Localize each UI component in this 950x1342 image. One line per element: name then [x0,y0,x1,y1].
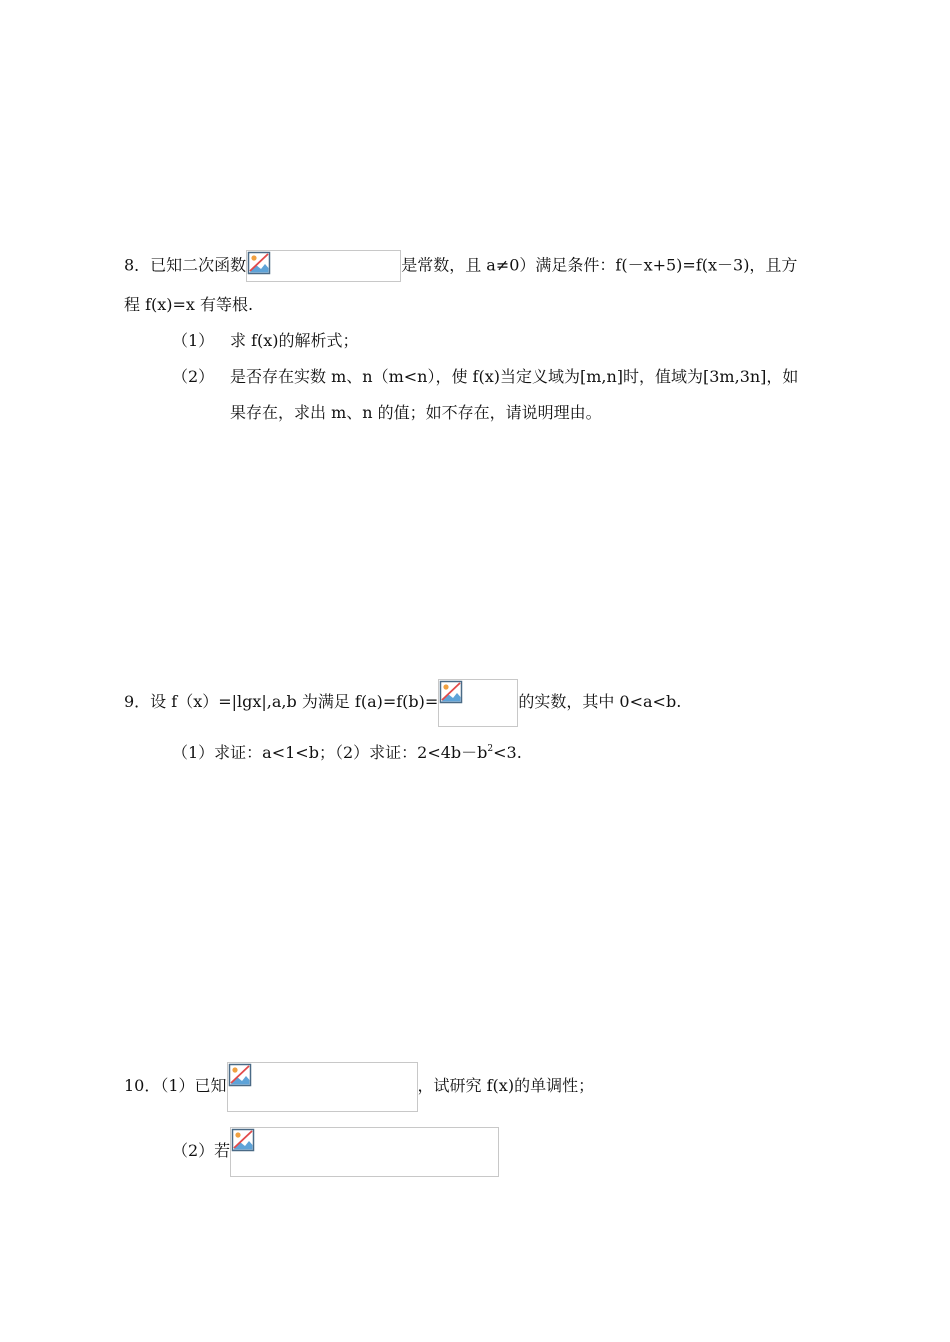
broken-image-icon [228,1063,252,1087]
q8-sub2-number: （2） [172,367,215,386]
q10-line1 [124,1061,594,1112]
q8-sub1-text: 求 f(x)的解析式； [230,331,359,350]
q9-line2-after: <3. [493,743,522,762]
q9-line1 [124,678,681,727]
q10-formula-image-1 [227,1062,418,1112]
q8-sub1-number: （1） [172,331,215,350]
q8-line1-before: 8．已知二次函数 [124,255,247,275]
broken-image-icon [231,1128,255,1152]
q8-sub2-text1: 是否存在实数 m、n（m<n），使 f(x)当定义域为[m,n]时，值域为[3m,3n]，如 [230,367,799,386]
q10-line2 [172,1126,499,1177]
q9-line2 [172,743,522,763]
q9-formula-image [438,679,518,727]
q9-line2-before: （1）求证：a<1<b；（2）求证：2<4b－b [172,743,488,762]
q10-line1-after: ，试研究 f(x)的单调性； [417,1076,595,1095]
q8-sub2-text2: 果存在，求出 m、n 的值；如不存在，请说明理由。 [230,403,602,422]
q8-line1 [124,250,797,282]
q10-line1-before: 10．（1）已知 [124,1076,227,1095]
q8-formula-image [246,250,401,282]
q8-line2: 程 f(x)=x 有等根. [124,295,254,314]
broken-image-icon [439,680,463,704]
q9-superscript: 2 [487,744,494,754]
q10-line2-before: （2）若 [172,1141,231,1160]
q9-line1-after: 的实数，其中 0<a<b. [518,692,682,711]
q10-formula-image-2 [230,1127,499,1177]
broken-image-icon [247,251,271,275]
q8-line1-after: 是常数，且 a≠0）满足条件：f(－x+5)=f(x－3)，且方 [401,255,798,275]
q9-line1-before: 9．设 f（x）=|lgx|,a,b 为满足 f(a)=f(b)= [124,692,439,711]
